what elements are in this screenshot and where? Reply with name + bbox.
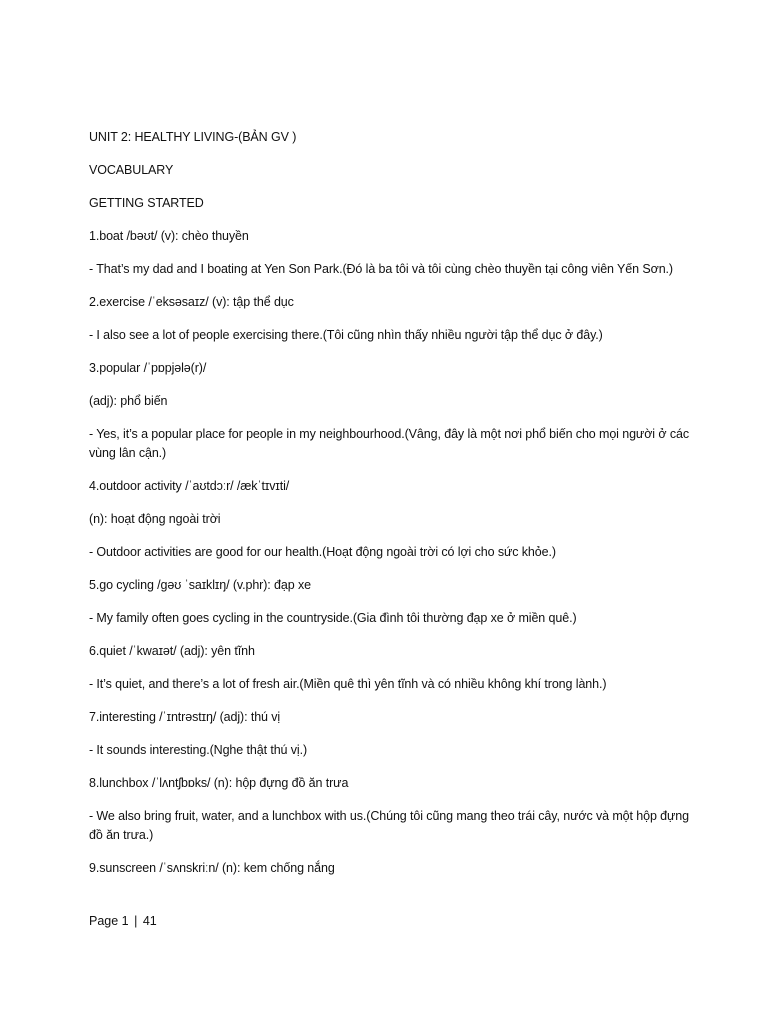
vocab-entry: 8.lunchbox /ˈlʌntʃbɒks/ (n): hộp đựng đồ ăn trưa <box>89 776 349 790</box>
example-sentence: - That’s my dad and I boating at Yen Son Park.(Đó là ba tôi và tôi cùng chèo thuyền tại công viên Yến Sơn.) <box>89 262 673 276</box>
example-sentence: - It’s quiet, and there’s a lot of fresh air.(Miền quê thì yên tĩnh và có nhiều không khí trong lành.) <box>89 677 607 691</box>
section-heading-vocabulary: VOCABULARY <box>89 163 174 177</box>
vocab-entry: 4.outdoor activity /ˈaʊtdɔːr/ /ækˈtɪvɪti/ <box>89 479 290 493</box>
example-sentence: - We also bring fruit, water, and a lunchbox with us.(Chúng tôi cũng mang theo trái cây, nước và một hộp đựng đồ ăn trưa.) <box>89 809 690 842</box>
page-total: 41 <box>142 914 157 928</box>
vocab-entry: 9.sunscreen /ˈsʌnskriːn/ (n): kem chống nắng <box>89 861 335 875</box>
page-separator: | <box>134 914 138 928</box>
vocab-entry: 5.go cycling /ɡəʊ ˈsaɪklɪŋ/ (v.phr): đạp xe <box>89 578 311 592</box>
document-body <box>89 128 689 878</box>
example-sentence: - My family often goes cycling in the countryside.(Gia đình tôi thường đạp xe ở miền quê.) <box>89 611 577 625</box>
vocab-meaning: (adj): phổ biến <box>89 394 168 408</box>
page-footer <box>89 912 157 931</box>
example-sentence: - Yes, it’s a popular place for people in my neighbourhood.(Vâng, đây là một nơi phổ biến cho mọi người ở các vùng lân cận.) <box>89 427 689 460</box>
section-heading-getting-started: GETTING STARTED <box>89 196 204 210</box>
vocab-entry: 6.quiet /ˈkwaɪət/ (adj): yên tĩnh <box>89 644 255 658</box>
vocab-entry: 3.popular /ˈpɒpjələ(r)/ <box>89 361 207 375</box>
vocab-meaning: (n): hoạt động ngoài trời <box>89 512 221 526</box>
unit-title: UNIT 2: HEALTHY LIVING-(BẢN GV ) <box>89 130 297 144</box>
example-sentence: - I also see a lot of people exercising there.(Tôi cũng nhìn thấy nhiều người tập thể dục ở đây.) <box>89 328 603 342</box>
vocab-entry: 2.exercise /ˈeksəsaɪz/ (v): tập thể dục <box>89 295 294 309</box>
example-sentence: - Outdoor activities are good for our health.(Hoạt động ngoài trời có lợi cho sức khỏe.) <box>89 545 556 559</box>
page-label: Page 1 <box>89 914 129 928</box>
vocab-entry: 7.interesting /ˈɪntrəstɪŋ/ (adj): thú vị <box>89 710 281 724</box>
vocab-entry: 1.boat /bəʊt/ (v): chèo thuyền <box>89 229 249 243</box>
example-sentence: - It sounds interesting.(Nghe thật thú vị.) <box>89 743 308 757</box>
